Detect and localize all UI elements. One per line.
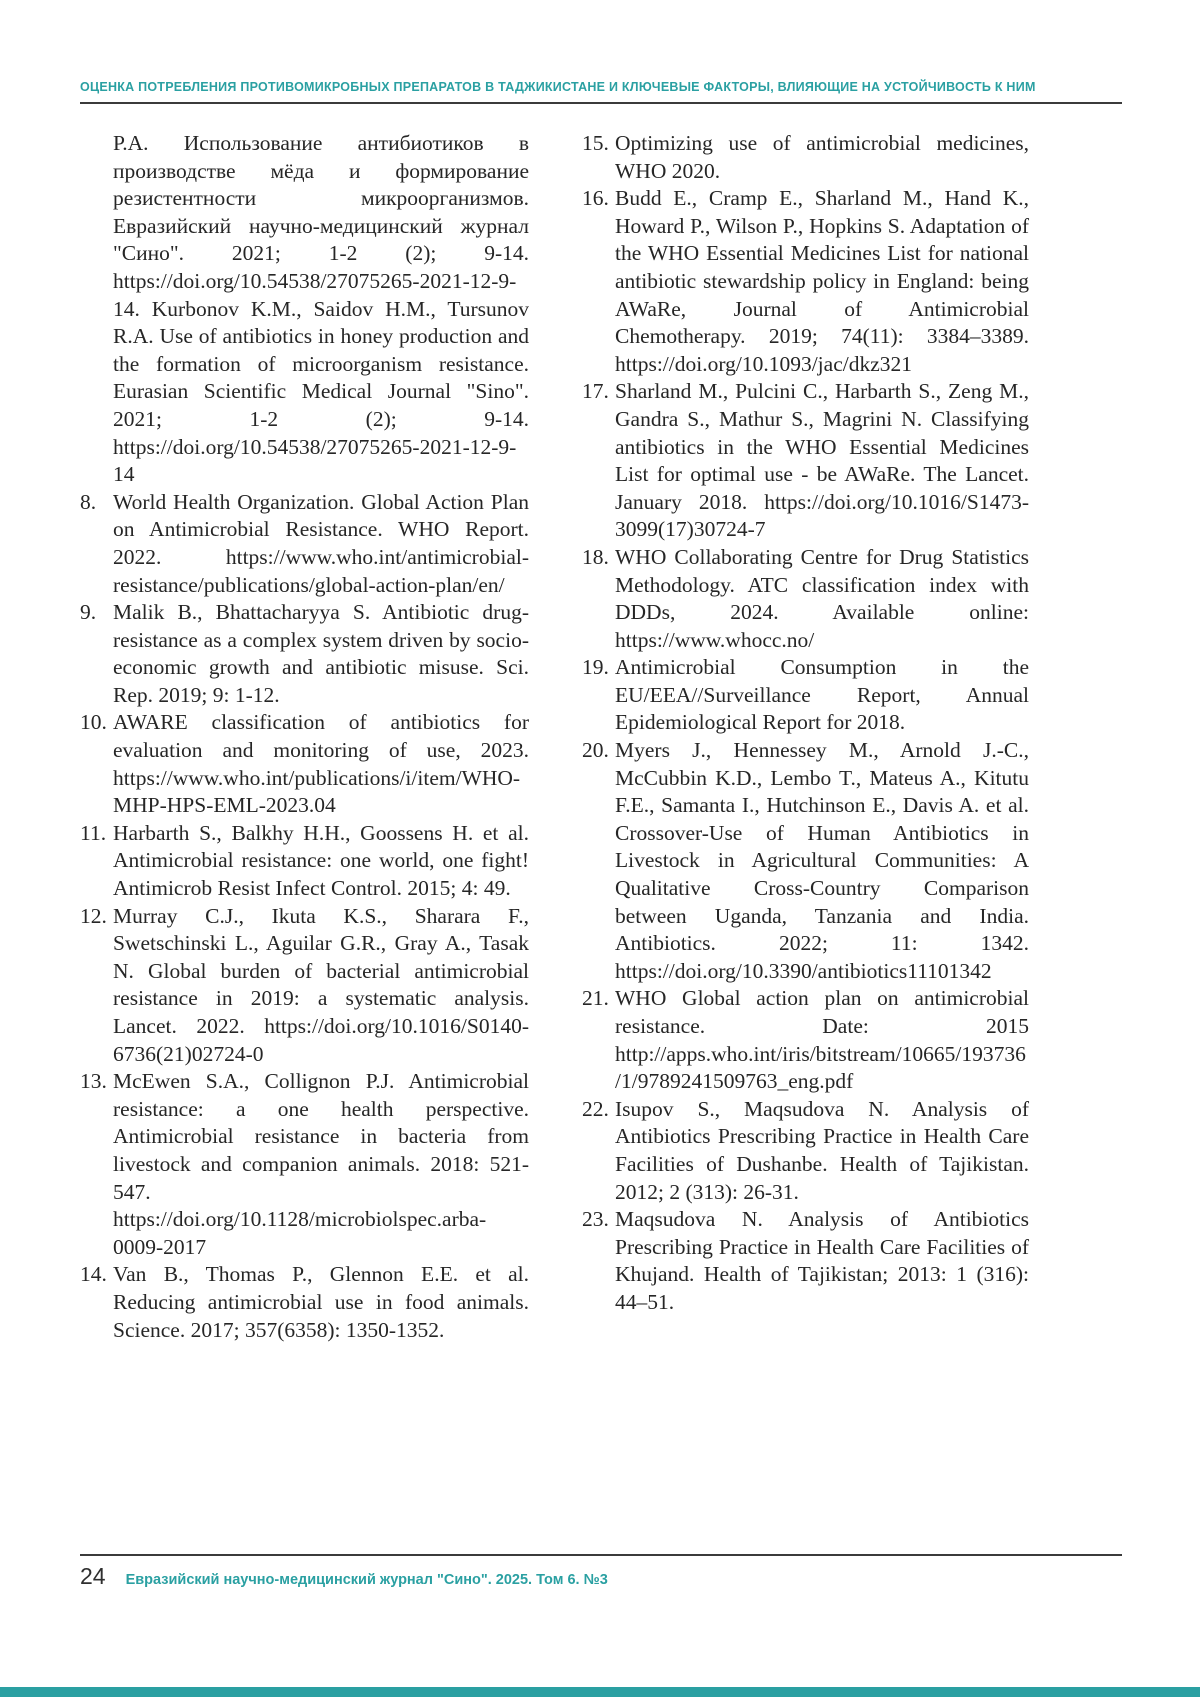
reference-text: Harbarth S., Balkhy H.H., Goossens H. et al. Antimicrobial resistance: one world, one fight! Antimicrob Resist Infect Control. 2015; 4: 49. [113, 820, 529, 901]
reference-number: 8. [80, 489, 97, 514]
page-footer [80, 1563, 608, 1590]
reference-item [582, 1206, 1029, 1316]
reference-item [80, 709, 529, 819]
footer-rule [80, 1554, 1122, 1556]
reference-number: 22. [582, 1096, 609, 1121]
reference-number: 16. [582, 186, 609, 211]
reference-item [80, 820, 529, 903]
reference-item [582, 737, 1029, 985]
header-rule [80, 102, 1122, 104]
reference-text: Malik B., Bhattacharyya S. Antibiotic drug-resistance as a complex system driven by socio-economic growth and antibiotic misuse. Sci. Rep. 2019; 9: 1-12. [113, 600, 529, 707]
reference-number: 12. [80, 903, 107, 928]
reference-text: Р.А. Использование антибиотиков в производстве мёда и формирование резистентности микроорганизмов. Евразийский научно-медицинский журнал "Сино". 2021; 1-2 (2); 9-14. https://doi.org/10.54538/27075265-2021-12-9-14. Kurbonov K.M., Saidov H.M., Tursunov R.A. Use of antibiotics in honey production and the formation of microorganism resistance. Eurasian Scientific Medical Journal "Sino". 2021; 1-2 (2); 9-14. https://doi.org/10.54538/27075265-2021-12-9-14 [113, 131, 529, 487]
reference-item [582, 130, 1029, 185]
reference-number: 15. [582, 131, 609, 155]
reference-text: Optimizing use of antimicrobial medicines, WHO 2020. [615, 131, 1029, 183]
reference-text: Myers J., Hennessey M., Arnold J.-C., McCubbin K.D., Lembo T., Mateus A., Kitutu F.E., Samanta I., Hutchinson E., Davis A. et al. Crossover-Use of Human Antibiotics in Livestock in Agricultural Communities: A Qualitative Cross-Country Comparison between Uganda, Tanzania and India. Antibiotics. 2022; 11: 1342. https://doi.org/10.3390/antibiotics11101342 [615, 738, 1029, 983]
reference-item [80, 903, 529, 1069]
reference-item [582, 654, 1029, 737]
reference-number: 17. [582, 379, 609, 404]
reference-text: McEwen S.A., Collignon P.J. Antimicrobial resistance: a one health perspective. Antimicrobial resistance in bacteria from livestock and companion animals. 2018: 521-547. https://doi.org/10.1128/microbiolspec.arba-0009-2017 [113, 1069, 529, 1259]
reference-number: 14. [80, 1262, 107, 1287]
reference-number: 23. [582, 1207, 609, 1232]
reference-text: Budd E., Cramp E., Sharland M., Hand K., Howard P., Wilson P., Hopkins S. Adaptation of the WHO Essential Medicines List for national antibiotic stewardship policy in England: being AWaRe, Journal of Antimicrobial Chemotherapy. 2019; 74(11): 3384–3389. https://doi.org/10.1093/jac/dkz321 [615, 186, 1029, 376]
reference-number: 9. [80, 600, 97, 625]
running-title: ОЦЕНКА ПОТРЕБЛЕНИЯ ПРОТИВОМИКРОБНЫХ ПРЕПАРАТОВ В ТАДЖИКИСТАНЕ И КЛЮЧЕВЫЕ ФАКТОРЫ, ВЛИЯЮЩИЕ НА УСТОЙЧИВОСТЬ К НИМ [80, 80, 1036, 94]
reference-text: Antimicrobial Consumption in the EU/EEA//Surveillance Report, Annual Epidemiological Report for 2018. [615, 655, 1029, 735]
reference-text: WHO Collaborating Centre for Drug Statistics Methodology. ATC classification index with DDDs, 2024. Available online: https://www.whocc.no/ [615, 544, 1029, 652]
reference-item [80, 1068, 529, 1261]
reference-number: 10. [80, 710, 107, 735]
reference-number: 18. [582, 544, 609, 569]
page-number: 24 [80, 1563, 106, 1589]
reference-text: WHO Global action plan on antimicrobial resistance. Date: 2015 http://apps.who.int/iris/bitstream/10665/193736/1/9789241509763_eng.pdf [615, 986, 1029, 1094]
reference-item [80, 1261, 529, 1344]
reference-text: Van B., Thomas P., Glennon E.E. et al. Reducing antimicrobial use in food animals. Science. 2017; 357(6358): 1350-1352. [113, 1262, 529, 1342]
reference-text: World Health Organization. Global Action Plan on Antimicrobial Resistance. WHO Report. 2022. https://www.who.int/antimicrobial-resistance/publications/global-action-plan/en/ [113, 489, 529, 597]
reference-text: Murray C.J., Ikuta K.S., Sharara F., Swetschinski L., Aguilar G.R., Gray A., Tasak N. Global burden of bacterial antimicrobial resistance in 2019: a systematic analysis. Lancet. 2022. https://doi.org/10.1016/S0140-6736(21)02724-0 [113, 903, 529, 1066]
reference-number: 20. [582, 738, 609, 763]
bottom-accent-bar [0, 1687, 1200, 1697]
reference-item [582, 378, 1029, 544]
reference-item [582, 1096, 1029, 1206]
reference-number: 19. [582, 655, 609, 680]
reference-text: Maqsudova N. Analysis of Antibiotics Prescribing Practice in Health Care Facilities of Khujand. Health of Tajikistan; 2013: 1 (316): 44–51. [615, 1207, 1029, 1314]
references-right-column [582, 130, 1029, 1317]
reference-item [582, 544, 1029, 654]
reference-text: Isupov S., Maqsudova N. Analysis of Antibiotics Prescribing Practice in Health Care Facilities of Dushanbe. Health of Tajikistan. 2012; 2 (313): 26-31. [615, 1096, 1029, 1204]
reference-item [80, 489, 529, 599]
reference-text: AWARE classification of antibiotics for evaluation and monitoring of use, 2023. https://www.who.int/publications/i/item/WHO-MHP-HPS-EML-2023.04 [113, 710, 529, 818]
reference-number: 11. [80, 820, 107, 845]
references-left-column [80, 130, 529, 1344]
journal-name: Евразийский научно-медицинский журнал "Сино". 2025. Том 6. №3 [125, 1572, 608, 1588]
reference-item [80, 130, 529, 489]
reference-text: Sharland M., Pulcini C., Harbarth S., Zeng M., Gandra S., Mathur S., Magrini N. Classifying antibiotics in the WHO Essential Medicines List for optimal use - be AWaRe. The Lancet. January 2018. https://doi.org/10.1016/S1473-3099(17)30724-7 [615, 379, 1029, 542]
reference-number: 13. [80, 1069, 107, 1094]
reference-item [582, 185, 1029, 378]
reference-item [582, 985, 1029, 1095]
reference-item [80, 599, 529, 709]
reference-number: 21. [582, 986, 609, 1011]
